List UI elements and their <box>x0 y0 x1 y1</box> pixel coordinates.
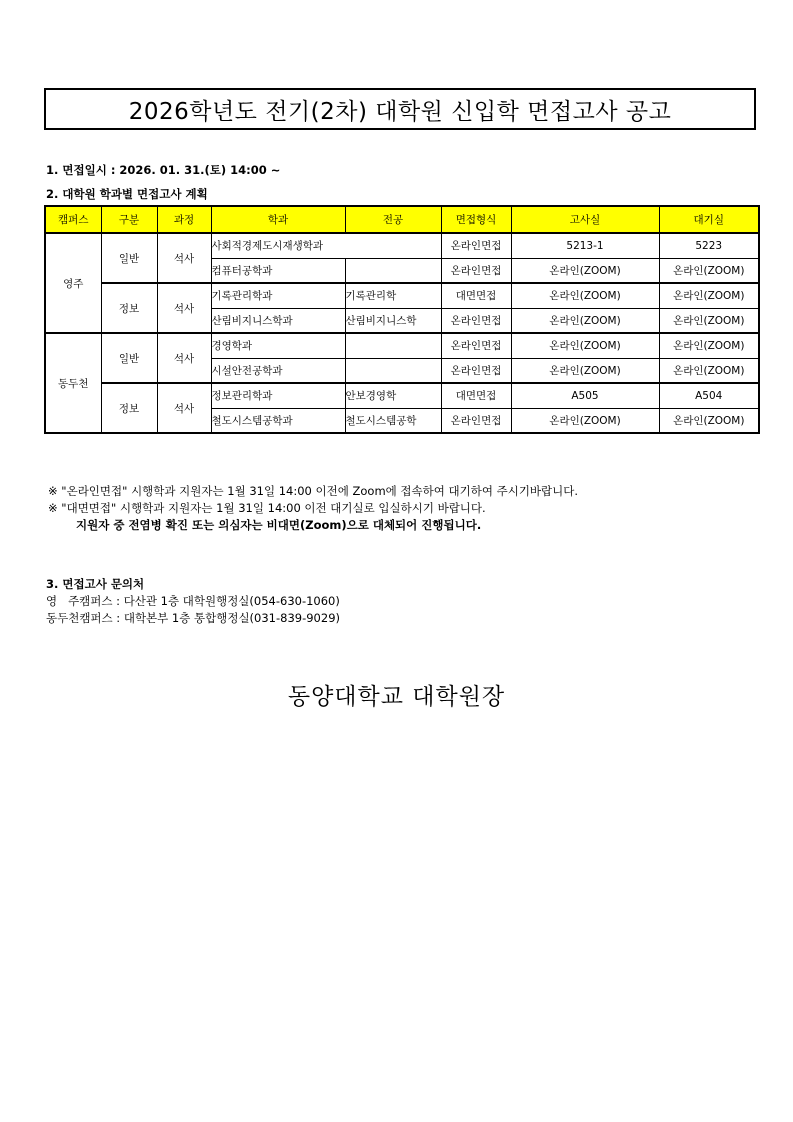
format-cell: 온라인면접 <box>441 333 511 358</box>
campus-cell: 동두천 <box>45 333 101 433</box>
exam-room-cell: 온라인(ZOOM) <box>511 283 659 308</box>
wait-room-cell: 온라인(ZOOM) <box>659 358 759 383</box>
table-row <box>45 283 759 308</box>
format-cell: 온라인면접 <box>441 258 511 283</box>
course-cell: 석사 <box>157 333 211 383</box>
interview-date: 1. 면접일시 : 2026. 01. 31.(토) 14:00 ~ <box>46 163 281 177</box>
header-campus: 캠퍼스 <box>45 206 101 233</box>
section-contact-heading: 3. 면접고사 문의처 <box>46 577 145 591</box>
table-row <box>45 383 759 408</box>
major-cell: 기록관리학 <box>345 283 441 308</box>
dept-cell: 시설안전공학과 <box>211 358 345 383</box>
course-cell: 석사 <box>157 233 211 283</box>
dept-cell: 기록관리학과 <box>211 283 345 308</box>
course-cell: 석사 <box>157 283 211 333</box>
interview-plan-table <box>44 205 760 434</box>
type-cell: 일반 <box>101 233 157 283</box>
page-title: 2026학년도 전기(2차) 대학원 신입학 면접고사 공고 <box>44 88 756 130</box>
wait-room-cell: 온라인(ZOOM) <box>659 308 759 333</box>
table-row <box>45 333 759 358</box>
type-cell: 정보 <box>101 383 157 433</box>
table-row <box>45 233 759 258</box>
format-cell: 온라인면접 <box>441 408 511 433</box>
note-in-person: ※ "대면면접" 시행학과 지원자는 1월 31일 14:00 이전 대기실로 입실하시기 바랍니다. <box>48 501 486 515</box>
note-infection: 지원자 중 전염병 확진 또는 의심자는 비대면(Zoom)으로 대체되어 진행됩니다. <box>76 518 482 532</box>
exam-room-cell: 5213-1 <box>511 233 659 258</box>
signature: 동양대학교 대학원장 <box>287 684 506 710</box>
major-cell <box>345 333 441 358</box>
major-cell <box>345 258 441 283</box>
dept-cell: 산림비지니스학과 <box>211 308 345 333</box>
header-exam-room: 고사실 <box>511 206 659 233</box>
format-cell: 온라인면접 <box>441 358 511 383</box>
header-wait-room: 대기실 <box>659 206 759 233</box>
note-online: ※ "온라인면접" 시행학과 지원자는 1월 31일 14:00 이전에 Zoom에 접속하여 대기하여 주시기바랍니다. <box>48 484 579 498</box>
format-cell: 대면면접 <box>441 283 511 308</box>
format-cell: 대면면접 <box>441 383 511 408</box>
dept-cell: 사회적경제도시재생학과 <box>211 233 441 258</box>
wait-room-cell: A504 <box>659 383 759 408</box>
format-cell: 온라인면접 <box>441 308 511 333</box>
table-header-row <box>45 206 759 233</box>
major-cell <box>345 358 441 383</box>
wait-room-cell: 온라인(ZOOM) <box>659 408 759 433</box>
wait-room-cell: 5223 <box>659 233 759 258</box>
exam-room-cell: A505 <box>511 383 659 408</box>
dept-cell: 정보관리학과 <box>211 383 345 408</box>
exam-room-cell: 온라인(ZOOM) <box>511 408 659 433</box>
wait-room-cell: 온라인(ZOOM) <box>659 283 759 308</box>
wait-room-cell: 온라인(ZOOM) <box>659 258 759 283</box>
header-course: 과정 <box>157 206 211 233</box>
campus-cell: 영주 <box>45 233 101 333</box>
type-cell: 일반 <box>101 333 157 383</box>
contact-dongducheon: 동두천캠퍼스 : 대학본부 1층 통합행정실(031-839-9029) <box>46 611 340 625</box>
major-cell: 안보경영학 <box>345 383 441 408</box>
exam-room-cell: 온라인(ZOOM) <box>511 308 659 333</box>
exam-room-cell: 온라인(ZOOM) <box>511 258 659 283</box>
exam-room-cell: 온라인(ZOOM) <box>511 333 659 358</box>
dept-cell: 경영학과 <box>211 333 345 358</box>
major-cell: 철도시스템공학 <box>345 408 441 433</box>
header-format: 면접형식 <box>441 206 511 233</box>
header-major: 전공 <box>345 206 441 233</box>
section-plan-heading: 2. 대학원 학과별 면접고사 계획 <box>46 187 208 201</box>
course-cell: 석사 <box>157 383 211 433</box>
header-type: 구분 <box>101 206 157 233</box>
type-cell: 정보 <box>101 283 157 333</box>
dept-cell: 컴퓨터공학과 <box>211 258 345 283</box>
dept-cell: 철도시스템공학과 <box>211 408 345 433</box>
contact-yeongju: 영 주캠퍼스 : 다산관 1층 대학원행정실(054-630-1060) <box>46 594 340 608</box>
wait-room-cell: 온라인(ZOOM) <box>659 333 759 358</box>
header-dept: 학과 <box>211 206 345 233</box>
major-cell: 산림비지니스학 <box>345 308 441 333</box>
format-cell: 온라인면접 <box>441 233 511 258</box>
exam-room-cell: 온라인(ZOOM) <box>511 358 659 383</box>
